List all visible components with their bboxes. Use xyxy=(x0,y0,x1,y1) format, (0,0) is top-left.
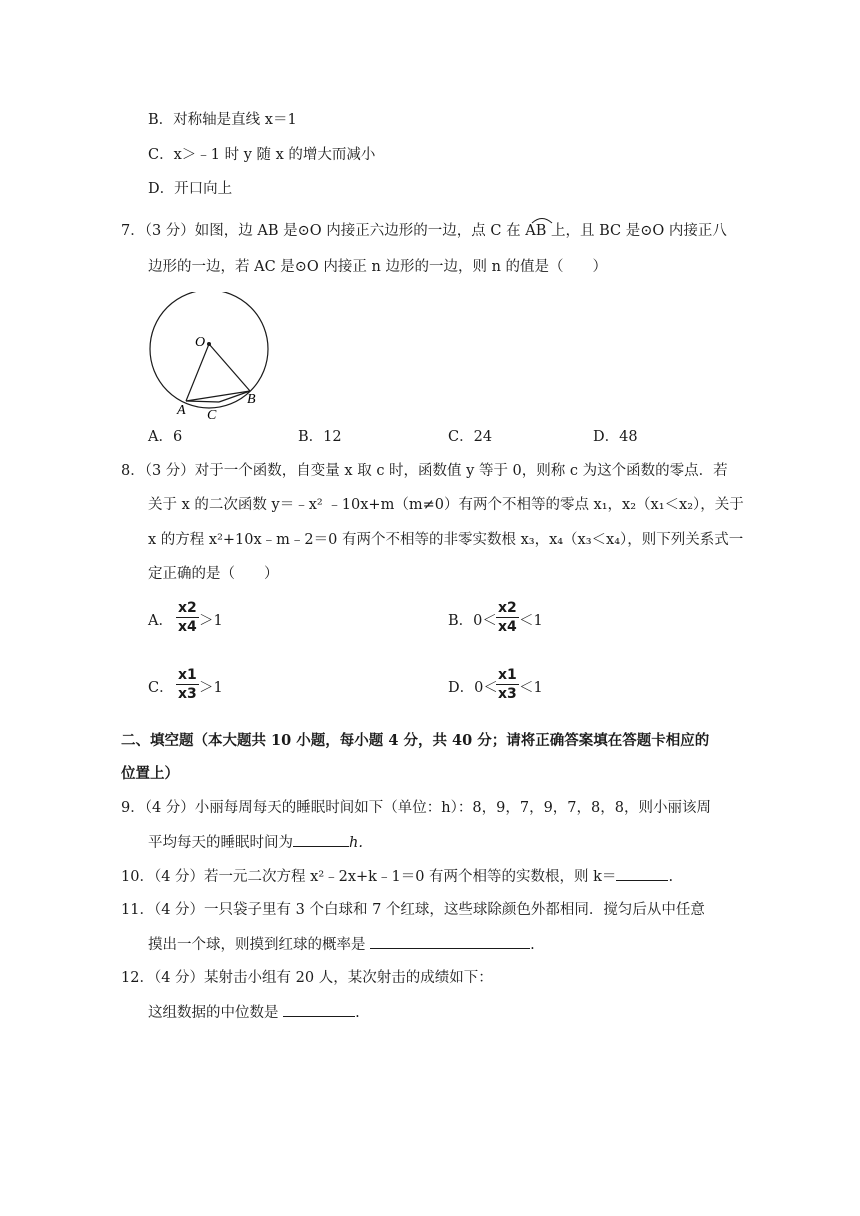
segment-cb xyxy=(219,391,250,402)
q11-text-before-blank: 摸出一个球，则摸到红球的概率是 xyxy=(148,937,371,953)
numerator: x2 xyxy=(178,600,197,616)
q9-answer-blank[interactable] xyxy=(293,832,349,847)
q8-stem-line4: 定正确的是（ ） xyxy=(148,566,279,582)
circle-figure xyxy=(144,292,274,422)
q8-stem-line3: x 的方程 x²+10x﹣m﹣2＝0 有两个不相等的非零实数根 x₃，x₄（x₃＜x₄），则下列关系式一 xyxy=(148,532,744,548)
q8-stem-line1: 8．（3 分）对于一个函数，自变量 x 取 c 时，函数值 y 等于 0，则称 c 为这个函数的零点．若 xyxy=(121,463,728,479)
numerator: x1 xyxy=(498,667,517,683)
q10-text-before-blank: 10．（4 分）若一元二次方程 x²﹣2x+k﹣1＝0 有两个相等的实数根，则 k＝ xyxy=(121,869,617,885)
q12-text-after-blank: . xyxy=(355,1005,360,1021)
q9-stem-line2 xyxy=(148,832,363,853)
label-o: O xyxy=(195,335,206,350)
q11-text-after-blank: . xyxy=(530,937,535,953)
denominator: x3 xyxy=(178,686,197,702)
q8-option-b-suffix: ＜1 xyxy=(519,613,543,629)
q12-stem-line2 xyxy=(148,1002,360,1023)
section2-heading-line2: 位置上） xyxy=(121,765,179,782)
q9-stem-line1: 9．（4 分）小丽每周每天的睡眠时间如下（单位：h）：8，9，7，9，7，8，8，则小丽该周 xyxy=(121,800,711,816)
q8-option-c-prefix: C． xyxy=(148,680,174,696)
q9-text-before-blank: 平均每天的睡眠时间为 xyxy=(148,835,293,851)
q8-option-d-fraction xyxy=(496,667,519,702)
q12-answer-blank[interactable] xyxy=(283,1002,355,1017)
q8-option-a-fraction xyxy=(176,600,199,635)
q8-option-a-suffix: ＞1 xyxy=(199,613,223,629)
label-b: B xyxy=(247,392,256,407)
denominator: x4 xyxy=(178,619,197,635)
q7-stem-line1: 7．（3 分）如图，边 AB 是⊙O 内接正六边形的一边，点 C 在 AB 上，且 BC 是⊙O 内接正八 xyxy=(121,223,727,239)
numerator: x2 xyxy=(498,600,517,616)
label-a: A xyxy=(177,403,186,418)
q11-stem-line1: 11．（4 分）一只袋子里有 3 个白球和 7 个红球，这些球除颜色外都相同．搅匀后从中任意 xyxy=(121,902,705,918)
section2-heading-line1: 二、填空题（本大题共 10 小题，每小题 4 分，共 40 分；请将正确答案填在答题卡相应的 xyxy=(121,732,710,749)
numerator: x1 xyxy=(178,667,197,683)
q12-text-before-blank: 这组数据的中位数是 xyxy=(148,1005,284,1021)
q10-stem xyxy=(121,866,673,887)
q8-option-c-suffix: ＞1 xyxy=(199,680,223,696)
q8-option-d-suffix: ＜1 xyxy=(519,680,543,696)
q10-text-after-blank: . xyxy=(668,869,674,885)
q7-option-b[interactable]: B．12 xyxy=(298,429,342,445)
q8-option-a-prefix: A． xyxy=(148,613,173,629)
q12-stem-line1: 12．（4 分）某射击小组有 20 人，某次射击的成绩如下： xyxy=(121,970,493,986)
denominator: x3 xyxy=(498,686,517,702)
segment-ac xyxy=(186,401,219,402)
q10-answer-blank[interactable] xyxy=(616,866,668,881)
q6-option-d: D．开口向上 xyxy=(148,181,233,197)
q8-option-c-fraction xyxy=(176,667,199,702)
q11-answer-blank[interactable] xyxy=(370,934,530,949)
label-c: C xyxy=(207,408,217,422)
segment-oa xyxy=(186,344,209,401)
q7-option-d[interactable]: D．48 xyxy=(593,429,638,445)
q7-stem-line2: 边形的一边，若 AC 是⊙O 内接正 n 边形的一边，则 n 的值是（ ） xyxy=(148,259,608,275)
q6-option-b: B．对称轴是直线 x＝1 xyxy=(148,112,297,128)
arc-mark xyxy=(531,212,553,220)
q7-option-a[interactable]: A．6 xyxy=(148,429,183,445)
segment-ob xyxy=(209,344,250,391)
q9-unit: h. xyxy=(349,835,363,851)
q8-option-d-prefix: D．0＜ xyxy=(448,680,498,696)
q11-stem-line2 xyxy=(148,934,535,955)
q8-option-b-fraction xyxy=(496,600,519,635)
q8-option-b-prefix: B．0＜ xyxy=(448,613,497,629)
q8-stem-line2: 关于 x 的二次函数 y＝﹣x² ﹣10x+m（m≠0）有两个不相等的零点 x₁，x₂（x₁＜x₂），关于 xyxy=(148,497,744,513)
q7-option-c[interactable]: C．24 xyxy=(448,429,493,445)
q6-option-c: C．x＞﹣1 时 y 随 x 的增大而减小 xyxy=(148,147,376,163)
denominator: x4 xyxy=(498,619,517,635)
center-point xyxy=(207,342,211,346)
